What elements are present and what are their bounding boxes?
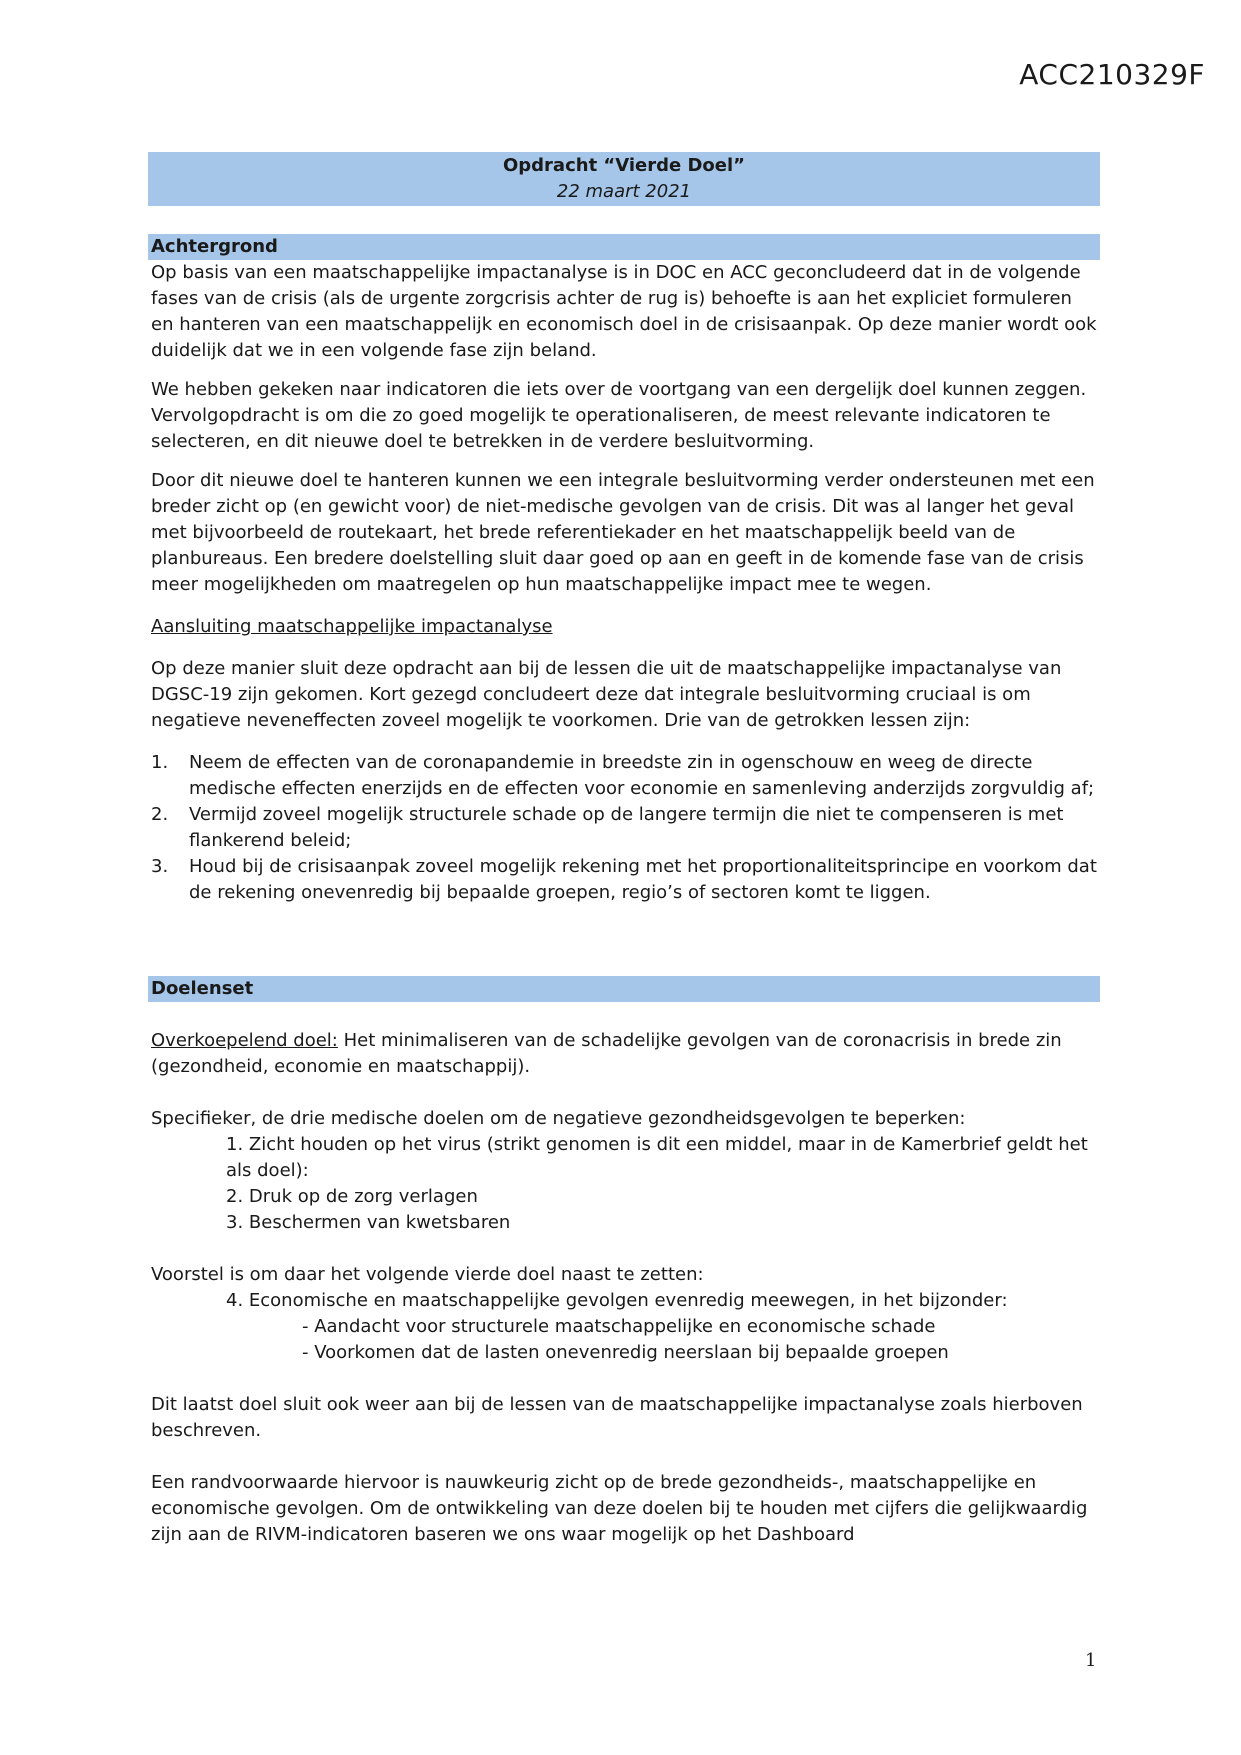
medical-goal-1: 1. Zicht houden op het virus (strikt genomen is dit een middel, maar in de Kamerbrief geldt het als doel): (226, 1134, 1088, 1181)
paragraph-overkoepelend (148, 1028, 1100, 1080)
list-item-text: Vermijd zoveel mogelijk structurele schade op de langere termijn die niet te compenseren is met flankerend beleid; (189, 804, 1064, 851)
paragraph-achtergrond-3: Door dit nieuwe doel te hanteren kunnen we een integrale besluitvorming verder ondersteunen met een breder zicht op (en gewicht voor) de niet-medische gevolgen van de crisis. Dit was al langer het geval met bijvoorbeeld de routekaart, het brede referentiekader en het maatschappelijk beeld van de planbureaus. Een bredere doelstelling sluit daar goed op aan en geeft in de komende fase van de crisis meer mogelijkheden om maatregelen op hun maatschappelijke impact mee te wegen. (151, 470, 1095, 595)
list-item (148, 750, 1100, 802)
document-title: Opdracht “Vierde Doel” (502, 155, 746, 176)
medical-goal-3: 3. Beschermen van kwetsbaren (226, 1212, 511, 1233)
list-item (148, 802, 1100, 854)
list-item-text: Neem de effecten van de coronapandemie in breedste zin in ogenschouw en weeg de directe medische effecten enerzijds en de effecten voor economie en samenleving anderzijds zorgvuldig af; (189, 752, 1095, 799)
paragraph-laatst-doel: Dit laatst doel sluit ook weer aan bij de lessen van de maatschappelijke impactanalyse zoals hierboven beschreven. (151, 1394, 1083, 1441)
list-item (148, 854, 1100, 906)
lessons-list (148, 750, 1100, 906)
page-content (148, 152, 1100, 1548)
paragraph-aansluiting: Op deze manier sluit deze opdracht aan bij de lessen die uit de maatschappelijke impactanalyse van DGSC-19 zijn gekomen. Kort gezegd concludeert deze dat integrale besluitvorming cruciaal is om negatieve neveneffecten zoveel mogelijk te voorkomen. Drie van de getrokken lessen zijn: (151, 658, 1062, 731)
paragraph-specifieker: Specifieker, de drie medische doelen om de negatieve gezondheidsgevolgen te beperken: (151, 1108, 966, 1129)
overkoepelend-label: Overkoepelend doel: (151, 1030, 338, 1051)
fourth-goal-sub-item-2: - Voorkomen dat de lasten onevenredig neerslaan bij bepaalde groepen (302, 1342, 949, 1363)
medical-goal-2: 2. Druk op de zorg verlagen (226, 1186, 478, 1207)
document-date: 22 maart 2021 (556, 181, 692, 202)
fourth-goal-sub-item-1: - Aandacht voor structurele maatschappelijke en economische schade (302, 1316, 936, 1337)
fourth-goal: 4. Economische en maatschappelijke gevolgen evenredig meewegen, in het bijzonder: (226, 1290, 1008, 1311)
list-item-number: 3. (151, 856, 169, 877)
paragraph-achtergrond-2: We hebben gekeken naar indicatoren die iets over de voortgang van een dergelijk doel kunnen zeggen. Vervolgopdracht is om die zo goed mogelijk te operationaliseren, de meest relevante indicatoren te selecteren, en dit nieuwe doel te betrekken in de verdere besluitvorming. (151, 379, 1087, 452)
list-item-number: 1. (151, 752, 169, 773)
paragraph-achtergrond-1: Op basis van een maatschappelijke impactanalyse is in DOC en ACC geconcludeerd dat in de volgende fases van de crisis (als de urgente zorgcrisis achter de rug is) behoefte is aan het expliciet formuleren en hanteren van een maatschappelijk en economisch doel in de crisisaanpak. Op deze manier wordt ook duidelijk dat we in een volgende fase zijn beland. (151, 262, 1097, 361)
section-heading-doelenset: Doelenset (148, 976, 1100, 1002)
list-item-number: 2. (151, 804, 169, 825)
page-number: 1 (1085, 1650, 1097, 1671)
document-code: ACC210329F (1019, 58, 1205, 91)
paragraph-randvoorwaarde: Een randvoorwaarde hiervoor is nauwkeurig zicht op de brede gezondheids-, maatschappelijke en economische gevolgen. Om de ontwikkeling van deze doelen bij te houden met cijfers die gelijkwaardig zijn aan de RIVM-indicatoren baseren we ons waar mogelijk op het Dashboard (151, 1472, 1088, 1545)
paragraph-voorstel: Voorstel is om daar het volgende vierde doel naast te zetten: (151, 1264, 704, 1285)
list-item-text: Houd bij de crisisaanpak zoveel mogelijk rekening met het proportionaliteitsprincipe en voorkom dat de rekening onevenredig bij bepaalde groepen, regio’s of sectoren komt te liggen. (189, 856, 1097, 903)
subheading-aansluiting: Aansluiting maatschappelijke impactanalyse (151, 616, 553, 637)
title-box (148, 152, 1100, 206)
section-heading-achtergrond: Achtergrond (148, 234, 1100, 260)
overkoepelend-text: Het minimaliseren van de schadelijke gevolgen van de coronacrisis in brede zin (gezondheid, economie en maatschappij). (151, 1030, 1062, 1077)
